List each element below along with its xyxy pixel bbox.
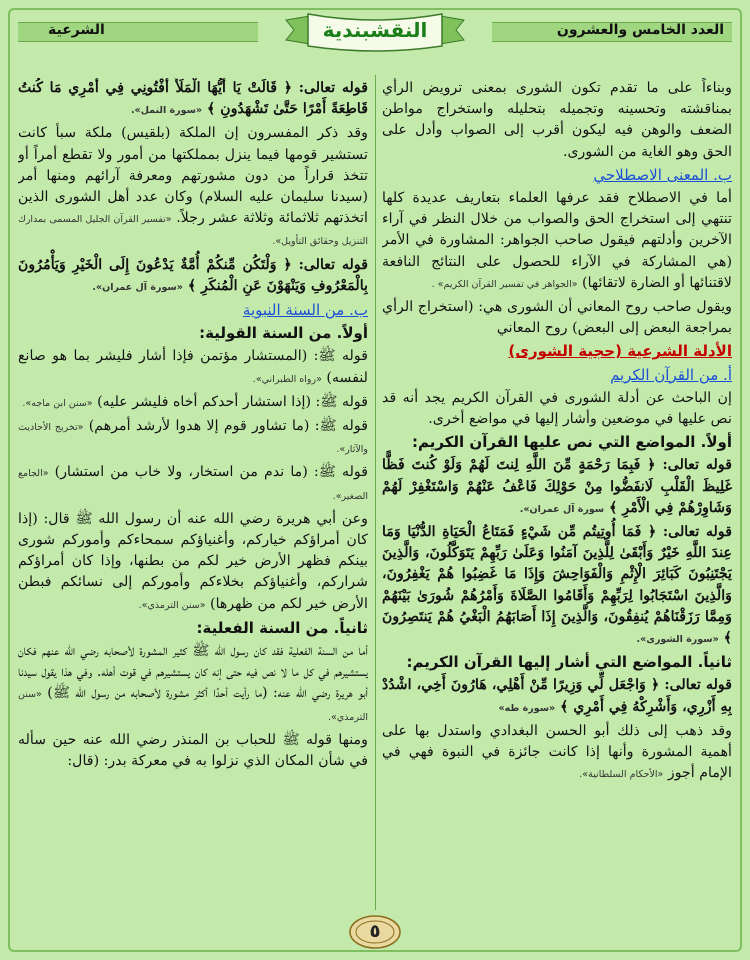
citation: «الجواهر في تفسير القرآن الكريم» . [431, 278, 578, 290]
paragraph [18, 123, 368, 252]
banner-title: النقشبندية [322, 18, 428, 42]
paragraph-text: وقد ذهب إلى ذلك أبو الحسن البغدادي واستدل بها على أهمية المشورة وأنها إذا كانت جائزة في النبوة فهي في الإمام أجوز [382, 722, 732, 782]
paragraph-text: ويقول صاحب روح المعاني أن الشورى هي: (استخراج الرأي بمراجعة البعض إلى البعض) روح المعاني [382, 299, 732, 337]
paragraph-text: قوله ﷺ: (ما تشاور قوم إلا هدوا لأرشد أمرهم) [88, 418, 368, 435]
paragraph [382, 522, 732, 650]
page-header [18, 10, 732, 46]
section-heading [18, 323, 368, 344]
paragraph-text: قوله تعالى: ﴿ وَاجْعَل لِّي وَزِيرًا مِّنْ أَهْلِي، هَارُونَ أَخِي، اشْدُدْ بِهِ أَزْرِي، وَأَشْرِكْهُ فِي أَمْرِي ﴾ [382, 677, 732, 715]
paragraph [18, 730, 368, 772]
column-divider [375, 75, 376, 910]
paragraph [18, 641, 368, 728]
paragraph [18, 392, 368, 414]
paragraph [382, 675, 732, 718]
citation: «رواه الطبراني». [252, 373, 322, 385]
citation: «سنن ابن ماجه». [22, 397, 93, 409]
paragraph-text: الأدلة الشرعية (حجية الشورى) [508, 342, 732, 361]
citation: «سورة النمل». [130, 105, 203, 117]
left-column [18, 78, 368, 908]
citation: سورة آل عمران». [519, 503, 605, 515]
citation: «الأحكام السلطانية». [579, 769, 664, 781]
issue-label: العدد الخامس والعشرون [556, 22, 724, 38]
paragraph [382, 721, 732, 786]
paragraph-text: قوله تعالى: ﴿ فَبِمَا رَحْمَةٍ مِّنَ اللَّهِ لِنتَ لَهُمْ وَلَوْ كُنتَ فَظًّا غَلِيظَ الْقَلْبِ لَانفَضُّوا مِنْ حَوْلِكَ فَاعْفُ عَنْهُمْ وَاسْتَغْفِرْ لَهُمْ وَشَاوِرْهُمْ فِي الْأَمْرِ ﴾ [382, 457, 732, 516]
paragraph [382, 455, 732, 520]
paragraph-text: ومنها قوله ﷺ للحباب بن المنذر رضي الله عنه حين سأله في شأن المكان الذي نزلوا به في معركة بدر: (قال: [18, 731, 368, 770]
paragraph-text: ثانياً. من السنة الفعلية: [196, 618, 368, 637]
paragraph-text: ب. من السنة النبوية [242, 301, 368, 320]
paragraph [18, 346, 368, 389]
section-heading [18, 618, 368, 639]
page-number: ٥ [369, 921, 381, 942]
paragraph [382, 388, 732, 430]
citation: «تفسير القرآن الجليل المسمى بمدارك التنزيل وحقائق التأويل». [18, 214, 368, 248]
section-heading [18, 300, 368, 321]
paragraph [18, 255, 368, 298]
paragraph-text: قوله تعالى: ﴿ وَلْتَكُن مِّنكُمْ أُمَّةٌ يَدْعُونَ إِلَى الْخَيْرِ وَيَأْمُرُونَ بِالْمَعْرُوفِ وَيَنْهَوْنَ عَنِ الْمُنكَرِ ﴾ [18, 256, 368, 294]
paragraph-text: إن الباحث عن أدلة الشورى في القرآن الكريم يجد أنه قد نص عليها في موضعين وأشار إليها في مواضع أخرى. [382, 389, 732, 428]
paragraph-text: قوله ﷺ: (المستشار مؤتمن فإذا أشار فليشر بما هو صانع لنفسه) [18, 348, 368, 386]
paragraph-text: ب. المعنى الاصطلاحي [593, 165, 732, 184]
paragraph-text: وقد ذكر المفسرون إن الملكة (بلقيس) ملكة سبأ كانت تستشير قومها فيما ينزل بمملكتها من أمور ولا تقطع أمراً أو تتخذ قراراً من دون مشورتهم ومعرفة آرائهم ومنها أمر (سيدنا سليمان عليه السلام) وكان عدد أهل الشورى الذين اتخذتهم ثلاثمائة وثلاثة عشر رجلاً. [18, 125, 368, 227]
section-heading [382, 432, 732, 453]
paragraph [382, 188, 732, 295]
paragraph-text: ثانياً. المواضع التي أشار إليها القرآن الكريم: [406, 653, 732, 672]
section-heading [382, 652, 732, 673]
paragraph [18, 78, 368, 121]
citation: «سورة آل عمران». [92, 281, 183, 293]
right-column [382, 78, 732, 908]
paragraph-text: أما في الاصطلاح فقد عرفها العلماء بتعاريف عديدة كلها تنتهي إلى استخراج الحق والصواب من خلال النظر في آراء الآخرين وأدلتهم فيقول صاحب الجواهر: المشاورة في الأمر (هي المشاركة في الآراء للحصول على النتائج النافعة لاقتنائها أو الضارة لاتقائها) [382, 190, 732, 291]
paragraph-text: قوله تعالى: ﴿ قَالَتْ يَا أَيُّهَا الْمَلَأُ أَفْتُونِي فِي أَمْرِي مَا كُنتُ قَاطِعَةً أَمْرًا حَتَّىٰ تَشْهَدُونِ ﴾ [18, 80, 368, 118]
paragraph-text: قوله تعالى: ﴿ فَمَا أُوتِيتُم مِّن شَيْءٍ فَمَتَاعُ الْحَيَاةِ الدُّنْيَا وَمَا عِندَ اللَّهِ خَيْرٌ وَأَبْقَىٰ لِلَّذِينَ آمَنُوا وَعَلَىٰ رَبِّهِمْ يَتَوَكَّلُونَ، وَالَّذِينَ يَجْتَنِبُونَ كَبَائِرَ الْإِثْمِ وَالْفَوَاحِشَ وَإِذَا مَا غَضِبُوا هُمْ يَغْفِرُونَ، وَالَّذِينَ اسْتَجَابُوا لِرَبِّهِمْ وَأَقَامُوا الصَّلَاةَ وَأَمْرُهُمْ شُورَىٰ بَيْنَهُمْ وَمِمَّا رَزَقْنَاهُمْ يُنفِقُونَ، وَالَّذِينَ إِذَا أَصَابَهُمُ الْبَغْيُ هُمْ يَنتَصِرُونَ ﴾ [382, 524, 732, 647]
paragraph [382, 297, 732, 339]
paragraph [382, 78, 732, 163]
section-heading [382, 365, 732, 386]
section-heading [382, 165, 732, 186]
paragraph [18, 462, 368, 506]
paragraph [18, 416, 368, 460]
paragraph-text: أ. من القرآن الكريم [610, 365, 732, 384]
citation: «سورة طه» [498, 702, 556, 714]
paragraph-text: أولاً. المواضع التي نص عليها القرآن الكريم: [411, 433, 732, 452]
paragraph-text: قوله ﷺ: (إذا استشار أحدكم أخاه فليشر عليه) [97, 393, 368, 410]
paragraph-text: أما من السنة الفعلية فقد كان رسول الله ﷺ كثير المشورة لأصحابه رضي الله عنهم فكان يستشيرهم في كل ما لا نص فيه حتى إنه كان يستشيرهم في قوت أهله. وفي هذا يقول سيدنا أبو هريرة رضي الله عنه: (ما رأيت أحدًا أكثر مشورة لأصحابه من رسول الله ﷺ) [18, 643, 368, 702]
section-heading [382, 341, 732, 362]
citation: «سنن الترمذي». [18, 689, 368, 723]
paragraph-text: قوله ﷺ: (ما ندم من استخار، ولا خاب من استشار) [54, 464, 368, 481]
title-banner [280, 10, 470, 52]
citation: «سورة الشورى». [636, 634, 719, 646]
paragraph-text: وبناءاً على ما تقدم تكون الشورى بمعنى ترويض الرأي بمناقشته وتحسينه وتجميله بتحليله واستخراج مواطن الضعف والوهن فيه ليكون أقرب إلى الصواب وأدل على الحق وهو الغاية من الشورى. [382, 80, 732, 160]
page-number-badge [348, 914, 402, 950]
paragraph-text: وعن أبي هريرة رضي الله عنه أن رسول الله ﷺ قال: (إذا كان أمراؤكم خياركم، وأغنياؤكم سمحاءكم وأموركم شورى بينكم فظهر الأرض خير لكم من بطنها، وإذا كان أمراؤكم شراركم، وأغنياؤكم بخلاءكم وأموركم إلى نسائكم فبطن الأرض خير لكم من ظهرها) [18, 510, 368, 612]
paragraph [18, 509, 368, 616]
citation: «الجامع الصغير». [18, 468, 368, 502]
section-label: الشرعية [48, 22, 105, 38]
citation: «سنن الترمذي». [138, 599, 206, 611]
paragraph-text: أولاً. من السنة القولية: [199, 324, 368, 343]
citation: «تخريج الأحاديث والآثار». [18, 422, 368, 456]
